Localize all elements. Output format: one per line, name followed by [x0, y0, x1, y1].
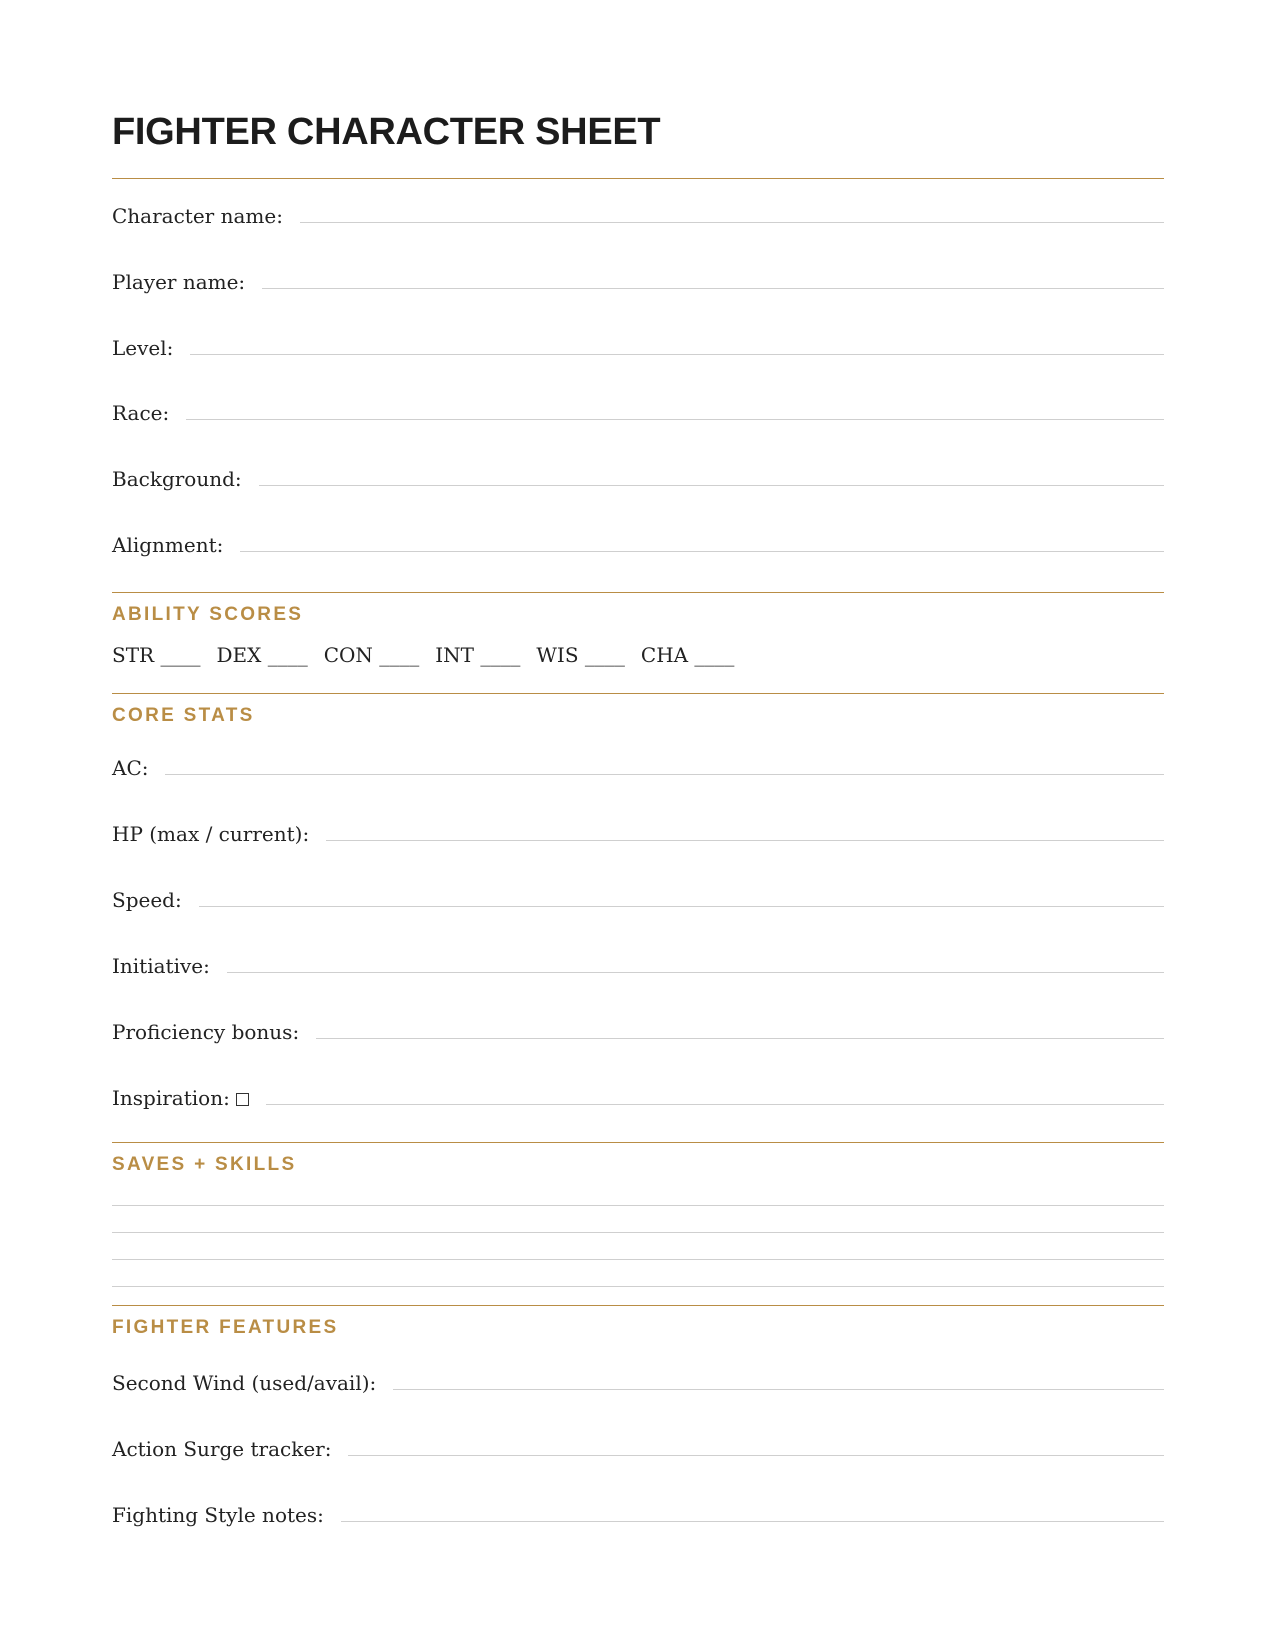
inspiration-line[interactable]	[266, 1104, 1164, 1105]
inspiration-label: Inspiration:	[112, 1086, 230, 1110]
ac-label: AC:	[112, 756, 149, 780]
action-surge-label: Action Surge tracker:	[112, 1437, 332, 1461]
saves-skills-line-1[interactable]	[112, 1205, 1164, 1206]
player-name-line[interactable]	[262, 288, 1164, 289]
race-field[interactable]	[112, 396, 1164, 426]
fighter-features-heading: FIGHTER FEATURES	[112, 1317, 339, 1338]
inspiration-checkbox[interactable]	[236, 1093, 249, 1106]
initiative-field[interactable]	[112, 949, 1164, 979]
character-name-label: Character name:	[112, 204, 283, 228]
initiative-label: Initiative:	[112, 954, 210, 978]
ability-cha[interactable]: CHA ____	[640, 643, 735, 667]
title-divider	[112, 178, 1164, 179]
proficiency-bonus-label: Proficiency bonus:	[112, 1020, 300, 1044]
action-surge-line[interactable]	[348, 1455, 1164, 1456]
background-field[interactable]	[112, 462, 1164, 492]
saves-skills-heading: SAVES + SKILLS	[112, 1154, 297, 1175]
ability-str[interactable]: STR ____	[112, 643, 201, 667]
speed-line[interactable]	[199, 906, 1164, 907]
ability-scores-row	[112, 643, 750, 667]
character-name-line[interactable]	[300, 222, 1164, 223]
saves-skills-line-2[interactable]	[112, 1232, 1164, 1233]
speed-label: Speed:	[112, 888, 182, 912]
level-line[interactable]	[190, 354, 1164, 355]
character-name-field[interactable]	[112, 199, 1164, 229]
alignment-field[interactable]	[112, 528, 1164, 558]
second-wind-field[interactable]	[112, 1366, 1164, 1396]
player-name-field[interactable]	[112, 265, 1164, 295]
core-stats-divider	[112, 693, 1164, 694]
hp-field[interactable]	[112, 817, 1164, 847]
saves-skills-divider	[112, 1142, 1164, 1143]
race-line[interactable]	[186, 419, 1164, 420]
second-wind-line[interactable]	[393, 1389, 1164, 1390]
alignment-line[interactable]	[240, 551, 1164, 552]
fighter-features-divider	[112, 1305, 1164, 1306]
speed-field[interactable]	[112, 883, 1164, 913]
page-title: FIGHTER CHARACTER SHEET	[112, 111, 661, 153]
ac-line[interactable]	[165, 774, 1164, 775]
ability-scores-heading: ABILITY SCORES	[112, 604, 304, 625]
inspiration-field[interactable]	[112, 1081, 1164, 1111]
level-field[interactable]	[112, 331, 1164, 361]
fighting-style-field[interactable]	[112, 1498, 1164, 1528]
ability-int[interactable]: INT ____	[435, 643, 521, 667]
inspiration-label-wrap	[112, 1085, 249, 1111]
core-stats-heading: CORE STATS	[112, 705, 255, 726]
fighting-style-label: Fighting Style notes:	[112, 1503, 324, 1527]
ability-scores-divider	[112, 592, 1164, 593]
hp-line[interactable]	[326, 840, 1164, 841]
initiative-line[interactable]	[227, 972, 1164, 973]
proficiency-bonus-line[interactable]	[316, 1038, 1164, 1039]
saves-skills-line-4[interactable]	[112, 1286, 1164, 1287]
background-line[interactable]	[259, 485, 1164, 486]
ability-wis[interactable]: WIS ____	[536, 643, 625, 667]
action-surge-field[interactable]	[112, 1432, 1164, 1462]
background-label: Background:	[112, 467, 242, 491]
alignment-label: Alignment:	[112, 533, 224, 557]
ability-dex[interactable]: DEX ____	[216, 643, 308, 667]
fighting-style-line[interactable]	[341, 1521, 1164, 1522]
second-wind-label: Second Wind (used/avail):	[112, 1371, 377, 1395]
race-label: Race:	[112, 401, 170, 425]
hp-label: HP (max / current):	[112, 822, 310, 846]
player-name-label: Player name:	[112, 270, 246, 294]
ability-con[interactable]: CON ____	[323, 643, 420, 667]
proficiency-bonus-field[interactable]	[112, 1015, 1164, 1045]
level-label: Level:	[112, 336, 174, 360]
ac-field[interactable]	[112, 751, 1164, 781]
saves-skills-line-3[interactable]	[112, 1259, 1164, 1260]
